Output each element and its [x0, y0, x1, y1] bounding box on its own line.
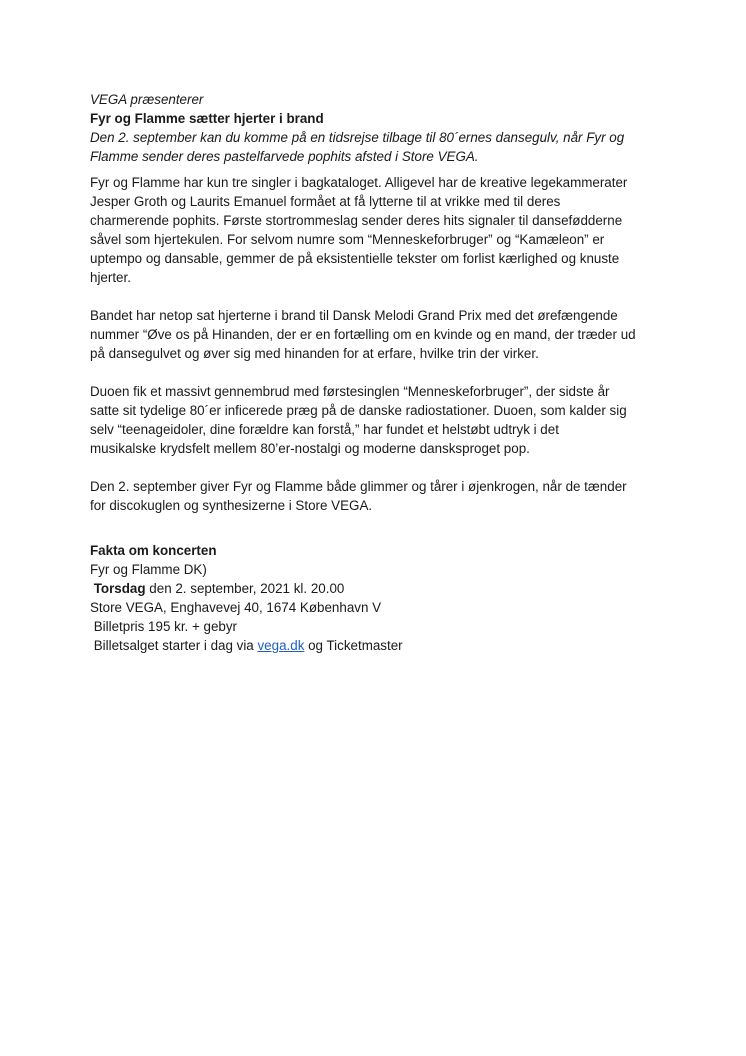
presenter-line: VEGA præsenterer [90, 92, 204, 107]
facts-venue: Store VEGA, Enghavevej 40, 1674 København V [90, 600, 382, 615]
facts-date-time: den 2. september, 2021 kl. 20.00 [145, 581, 345, 596]
paragraph-3 [90, 382, 670, 458]
facts-heading: Fakta om koncerten [90, 543, 217, 558]
facts-sale-suffix: og Ticketmaster [304, 638, 403, 653]
facts-day-label: Torsdag [93, 581, 146, 596]
paragraph-line: uptempo og dansable, gemmer de på eksistentielle tekster om forlist kærlighed og knuste [90, 251, 620, 266]
lead-line-1: Den 2. september kan du komme på en tidsrejse tilbage til 80´ernes dansegulv, når Fyr og [90, 130, 625, 145]
paragraph-line: på dansegulvet og øver sig med hinanden for at erfare, hvilke trin der virker. [90, 346, 539, 361]
document-page [90, 90, 670, 655]
paragraph-line: for discokuglen og synthesizerne i Store VEGA. [90, 498, 373, 513]
facts-price [90, 617, 670, 636]
paragraph-line: Jesper Groth og Laurits Emanuel formået at få lytterne til at vrikke med til deres [90, 194, 561, 209]
paragraph-line: Den 2. september giver Fyr og Flamme både glimmer og tårer i øjenkrogen, når de tænder [90, 479, 627, 494]
paragraph-line: såvel som hjertekulen. For selvom numre som “Menneskeforbruger” og “Kamæleon” er [90, 232, 605, 247]
facts-price-text: Billetpris 195 kr. + gebyr [93, 619, 238, 634]
paragraph-line: selv “teenageidoler, dine forældre kan forstå,” har fundet et helstøbt udtryk i det [90, 422, 559, 437]
facts-date [90, 579, 670, 598]
paragraph-line: Duoen fik et massivt gennembrud med førstesinglen “Menneskeforbruger”, der sidste år [90, 384, 610, 399]
facts-sale-prefix: Billetsalget starter i dag via [93, 638, 258, 653]
vega-link[interactable]: vega.dk [257, 638, 305, 653]
paragraph-line: hjerter. [90, 270, 131, 285]
paragraph-4 [90, 477, 670, 515]
headline: Fyr og Flamme sætter hjerter i brand [90, 111, 324, 126]
paragraph-line: nummer “Øve os på Hinanden, der er en fortælling om en kvinde og en mand, der træder ud [90, 327, 636, 342]
paragraph-line: charmerende pophits. Første stortrommeslag sender deres hits signaler til dansefødderne [90, 213, 623, 228]
paragraph-line: satte sit tydelige 80´er inficerede præg på de danske radiostationer. Duoen, som kalder sig [90, 403, 627, 418]
paragraph-line: Bandet har netop sat hjerterne i brand til Dansk Melodi Grand Prix med det ørefængende [90, 308, 618, 323]
facts-sale [90, 636, 670, 655]
paragraph-line: Fyr og Flamme har kun tre singler i bagkataloget. Alligevel har de kreative legekammerater [90, 175, 628, 190]
paragraph-2 [90, 306, 670, 363]
facts-artist: Fyr og Flamme DK) [90, 562, 207, 577]
lead-line-2: Flamme sender deres pastelfarvede pophits afsted i Store VEGA. [90, 149, 479, 164]
paragraph-line: musikalske krydsfelt mellem 80’er-nostalgi og moderne dansksproget pop. [90, 441, 530, 456]
facts-section [90, 541, 670, 655]
paragraph-1 [90, 173, 670, 287]
